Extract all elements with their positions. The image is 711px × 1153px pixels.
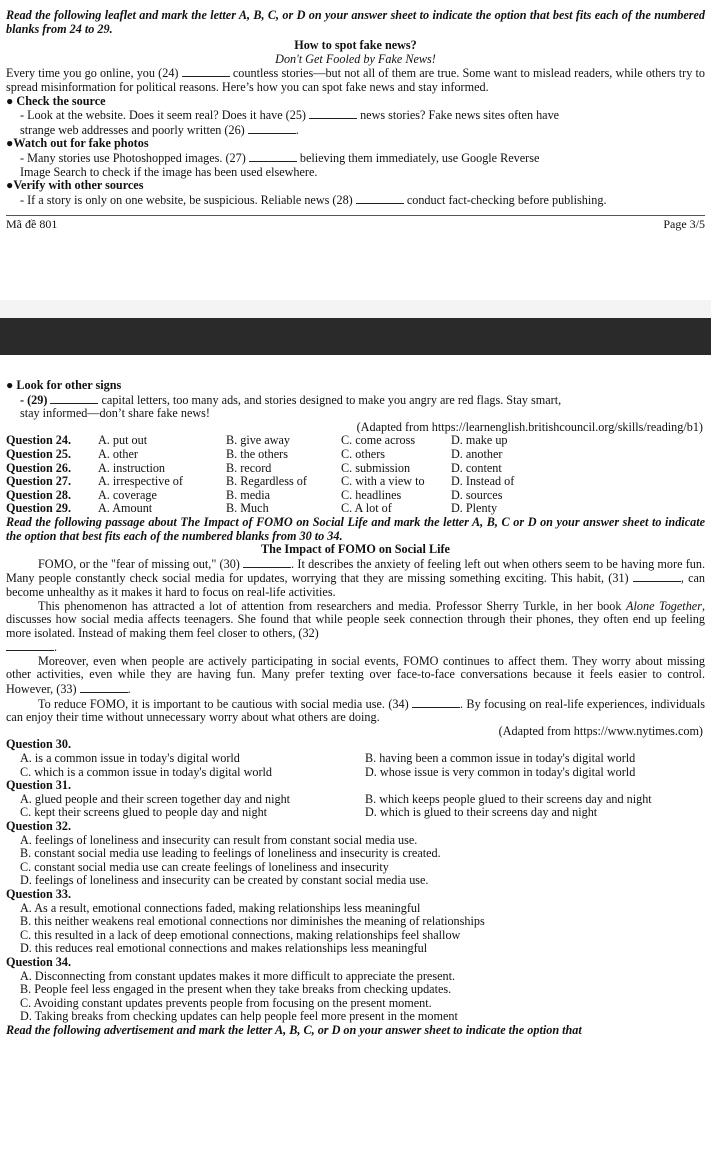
q31-option-a[interactable]: A. glued people and their screen together day and night: [20, 791, 291, 806]
q31-option-b[interactable]: B. which keeps people glued to their screens day and night: [365, 791, 652, 806]
heading-check-source: ● Check the source: [6, 93, 106, 108]
page-number: Page 3/5: [663, 217, 705, 232]
question-row-27: [6, 475, 705, 489]
q29-option-a[interactable]: A. Amount: [98, 501, 153, 516]
q29-option-d[interactable]: D. Plenty: [451, 501, 498, 516]
check-source-text: - Look at the website. Does it seem real? Does it have (25) news stories? Fake news sites often have strange web addresses and poorly written (26) .: [20, 108, 560, 137]
q26-option-a[interactable]: A. instruction: [98, 460, 166, 475]
leaflet-intro: Every time you go online, you (24) countless stories—but not all of them are true. Some want to mislead readers, while others try to spread misinformation for political reasons. Here’s how you can spot fake news and stay informed.: [6, 66, 706, 94]
instruction-24-29: Read the following leaflet and mark the letter A, B, C, or D on your answer sheet to indicate the option that best fits each of the numbered blanks from 24 to 29.: [6, 8, 705, 36]
instruction-30-34: Read the following passage about The Impact of FOMO on Social Life and mark the letter A, B, C or D on your answer sheet to indicate the option that best fits each of the numbered blanks from 30 to 34.: [6, 514, 705, 543]
q27-option-d[interactable]: D. Instead of: [451, 474, 515, 489]
question-row-24: [6, 434, 705, 448]
q28-option-c[interactable]: C. headlines: [341, 487, 402, 502]
q25-question-label: Question 25.: [6, 446, 72, 461]
q26-option-b[interactable]: B. record: [226, 460, 272, 475]
q31-option-d[interactable]: D. which is glued to their screens day and night: [365, 805, 598, 820]
q33-option-d[interactable]: D. this reduces real emotional connections and makes relationships less meaningful: [20, 941, 428, 956]
page-separator-band: [0, 318, 711, 355]
q30-option-b[interactable]: B. having been a common issue in today's digital world: [365, 751, 636, 766]
question-30-row-1: [6, 752, 705, 766]
question-row-28: [6, 489, 705, 503]
q26-option-d[interactable]: D. content: [451, 460, 502, 475]
page-footer: [6, 218, 705, 232]
question-34-label: Question 34.: [6, 954, 72, 969]
source-britishcouncil: (Adapted from https://learnenglish.britishcouncil.org/skills/reading/b1): [356, 419, 703, 434]
q26-option-c[interactable]: C. submission: [341, 460, 411, 475]
page-gap: [0, 300, 711, 318]
passage-paragraph-1: FOMO, or the "fear of missing out," (30) . It describes the anxiety of feeling left out when others seem to be having more fun. Many people constantly check social media for updates, worrying that they are missing something exciting. This habit, (31) , can become unhealthy as it makes it hard to focus on real-life activities.: [6, 556, 706, 599]
q33-option-c[interactable]: C. this resulted in a lack of deep emotional connections, making relationships feel shallow: [20, 927, 461, 942]
q28-option-b[interactable]: B. media: [226, 487, 271, 502]
q30-option-d[interactable]: D. whose issue is very common in today's digital world: [365, 764, 636, 779]
q25-option-b[interactable]: B. the others: [226, 446, 288, 461]
blank-28: [356, 193, 404, 204]
heading-other-signs: ● Look for other signs: [6, 378, 122, 392]
q34-option-a[interactable]: A. Disconnecting from constant updates makes it more difficult to appreciate the present.: [20, 968, 456, 983]
blank-27: [249, 151, 297, 162]
passage-paragraph-4: To reduce FOMO, it is important to be cautious with social media use. (34) . By focusing on real-life experiences, individuals can enjoy their time without unnecessary worry about what others are doing.: [6, 696, 705, 725]
passage-title: The Impact of FOMO on Social Life: [261, 542, 450, 557]
q26-question-label: Question 26.: [6, 460, 72, 475]
blank-32: [6, 640, 54, 651]
q28-option-d[interactable]: D. sources: [451, 487, 503, 502]
leaflet-subtitle: Don't Get Fooled by Fake News!: [275, 51, 436, 66]
question-row-25: [6, 448, 705, 462]
passage-paragraph-2: This phenomenon has attracted a lot of attention from researchers and media. Professor Sherry Turkle, in her book Alone Together, discusses how social media affects teenagers. She found that while people seek connection through their phones, they often end up feeling more isolated. Instead of making them feel closer to others, (32) .: [6, 598, 705, 655]
q27-option-a[interactable]: A. irrespective of: [98, 474, 183, 489]
q28-option-a[interactable]: A. coverage: [98, 487, 157, 502]
exam-code: Mã đề 801: [6, 217, 58, 232]
q29-question-label: Question 29.: [6, 501, 72, 516]
q24-option-b[interactable]: B. give away: [226, 433, 290, 448]
exam-page-3: [0, 0, 711, 300]
q27-option-c[interactable]: C. with a view to: [341, 474, 425, 489]
q34-option-c[interactable]: C. Avoiding constant updates prevents people from focusing on the present moment.: [20, 995, 432, 1010]
q28-question-label: Question 28.: [6, 487, 72, 502]
footer-divider: [6, 215, 705, 216]
q33-option-a[interactable]: A. As a result, emotional connections faded, making relationships less meaningful: [20, 900, 421, 915]
q30-option-c[interactable]: C. which is a common issue in today's digital world: [20, 764, 273, 779]
other-signs-text: - (29) capital letters, too many ads, and stories designed to make you angry are red flags. Stay smart, stay informed—don’t share fake news!: [20, 392, 562, 421]
question-32-label: Question 32.: [6, 819, 72, 833]
heading-verify-sources: ●Verify with other sources: [6, 178, 144, 193]
question-row-29: [6, 502, 705, 516]
book-title: Alone Together: [626, 598, 702, 613]
q25-option-d[interactable]: D. another: [451, 446, 503, 461]
source-nytimes: (Adapted from https://www.nytimes.com): [498, 723, 703, 738]
questions-24-29: [6, 434, 705, 516]
question-31-row-2: [6, 806, 705, 820]
instruction-next-section: Read the following advertisement and mark the letter A, B, C, or D on your answer sheet to indicate the option that: [6, 1023, 582, 1037]
blank-30: [243, 557, 291, 568]
q32-option-b[interactable]: B. constant social media use leading to feelings of loneliness and insecurity is created.: [20, 846, 441, 861]
blank-34: [412, 697, 460, 708]
q25-option-a[interactable]: A. other: [98, 446, 138, 461]
question-30-row-2: [6, 766, 705, 780]
q32-option-c[interactable]: C. constant social media use can create feelings of loneliness and insecurity: [20, 859, 389, 874]
question-33-label: Question 33.: [6, 886, 72, 901]
q24-option-d[interactable]: D. make up: [451, 433, 508, 448]
question-row-26: [6, 462, 705, 476]
q25-option-c[interactable]: C. others: [341, 446, 386, 461]
question-31-label: Question 31.: [6, 778, 72, 793]
heading-fake-photos: ●Watch out for fake photos: [6, 136, 149, 151]
leaflet-title: How to spot fake news?: [294, 38, 417, 53]
blank-31: [633, 571, 681, 582]
verify-sources-text: - If a story is only on one website, be suspicious. Reliable news (28) conduct fact-checking before publishing.: [20, 192, 607, 207]
q24-option-a[interactable]: A. put out: [98, 433, 148, 448]
q24-option-c[interactable]: C. come across: [341, 433, 416, 448]
q27-option-b[interactable]: B. Regardless of: [226, 474, 307, 489]
blank-26: [248, 123, 296, 134]
q34-option-b[interactable]: B. People feel less engaged in the present when they take breaks from checking updates.: [20, 982, 452, 997]
q34-option-d[interactable]: D. Taking breaks from checking updates can help people feel more present in the moment: [20, 1009, 458, 1024]
q29-option-c[interactable]: C. A lot of: [341, 501, 392, 516]
passage-paragraph-3: Moreover, even when people are actively participating in social events, FOMO continues to affect them. They worry about missing other activities, even while they are having fun. Many prefer texting over face-to-face conversations because it feels easier to control. However, (33) .: [6, 653, 705, 697]
q24-question-label: Question 24.: [6, 433, 72, 448]
q33-option-b[interactable]: B. this neither weakens real emotional connections nor diminishes the meaning of relationships: [20, 914, 485, 929]
question-30-label: Question 30.: [6, 737, 72, 752]
exam-page-4: [0, 355, 711, 1153]
q27-question-label: Question 27.: [6, 474, 72, 489]
q30-option-a[interactable]: A. is a common issue in today's digital world: [20, 751, 240, 766]
question-31-row-1: [6, 793, 705, 807]
q32-option-a[interactable]: A. feelings of loneliness and insecurity can result from constant social media use.: [20, 832, 418, 847]
q32-option-d[interactable]: D. feelings of loneliness and insecurity can be created by constant social media use.: [20, 873, 429, 888]
q29-option-b[interactable]: B. Much: [226, 501, 269, 516]
blank-24: [182, 66, 230, 77]
blank-29: [50, 393, 98, 404]
blank-33: [80, 682, 128, 693]
fake-photos-text: - Many stories use Photoshopped images. (27) believing them immediately, use Google Reverse Image Search to check if the image has been used elsewhere.: [20, 150, 540, 179]
blank-25: [309, 108, 357, 119]
q31-option-c[interactable]: C. kept their screens glued to people day and night: [20, 805, 268, 820]
